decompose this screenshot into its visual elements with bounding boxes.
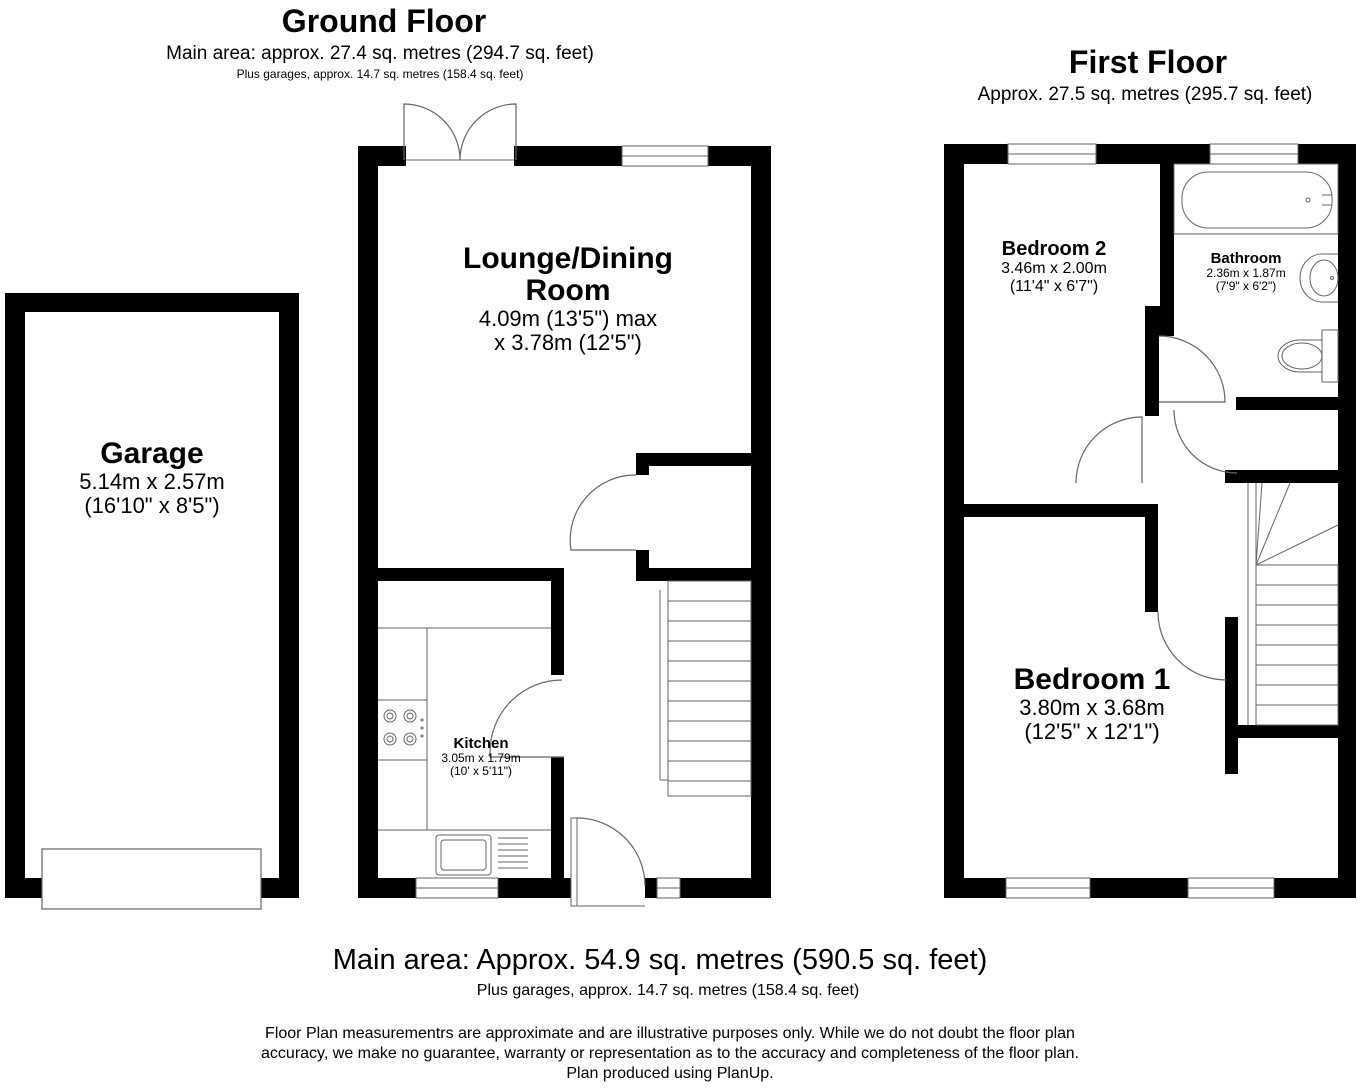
room-dimensions: 3.05m x 1.79m [441, 751, 521, 765]
room-dimensions: 5.14m x 2.57m [79, 469, 225, 494]
disclaimer-line: Plan produced using PlanUp. [566, 1065, 774, 1082]
disclaimer-line: Floor Plan measurementrs are approximate and are illustrative purposes only. While we do not doubt the floor plan [265, 1025, 1075, 1042]
room-label-lounge [418, 243, 718, 355]
room-name: Kitchen [453, 735, 509, 752]
room-label-bedroom-1 [992, 664, 1192, 744]
room-dimensions-imperial: (7'9" x 6'2") [1215, 279, 1277, 293]
front-door [571, 818, 577, 906]
bath-icon [1174, 164, 1338, 234]
room-label-bedroom-2 [974, 238, 1134, 296]
room-label-bathroom [1196, 250, 1296, 293]
room-name: Bedroom 1 [1013, 663, 1171, 696]
disclaimer-line: accuracy, we make no guarantee, warranty or representation as to the accuracy and completeness of the floor plan. [261, 1045, 1079, 1062]
ground-floor-title: Ground Floor [281, 3, 487, 39]
garage-door [42, 849, 261, 909]
ground-floor-main-area: Main area: approx. 27.4 sq. metres (294.7 sq. feet) [166, 43, 594, 64]
room-name: Bedroom 2 [1001, 238, 1107, 260]
room-dimensions-imperial: (11'4" x 6'7") [1009, 278, 1099, 295]
room-label-garage [25, 438, 279, 518]
first-floor-title: First Floor [1068, 44, 1228, 80]
garage-plan [5, 293, 299, 909]
room-name: Lounge/Dining [463, 242, 673, 275]
ground-floor-garages: Plus garages, approx. 14.7 sq. metres (158.4 sq. feet) [236, 67, 524, 81]
room-dimensions: 3.46m x 2.00m [1001, 260, 1107, 277]
total-main-area: Main area: Approx. 54.9 sq. metres (590.5 sq. feet) [332, 944, 988, 976]
room-name: Garage [100, 437, 204, 470]
stairs [660, 581, 751, 796]
room-dimensions: 2.36m x 1.87m [1206, 266, 1286, 280]
first-floor-area: Approx. 27.5 sq. metres (295.7 sq. feet) [977, 84, 1313, 105]
room-dimensions-imperial: (12'5" x 12'1") [1024, 719, 1160, 744]
toilet-icon [1278, 330, 1338, 382]
room-dimensions: 4.09m (13'5") max [478, 306, 658, 331]
room-label-kitchen [421, 735, 541, 778]
room-dimensions: 3.80m x 3.68m [1019, 695, 1165, 720]
room-name: Room [525, 274, 611, 307]
total-garages: Plus garages, approx. 14.7 sq. metres (158.4 sq. feet) [476, 982, 860, 999]
stairs [1248, 483, 1338, 725]
room-name: Bathroom [1210, 250, 1282, 267]
room-dimensions-imperial: (10' x 5'11") [450, 764, 512, 778]
disclaimer [100, 1024, 1240, 1084]
ground-floor-plan [358, 104, 771, 906]
hob-icon [384, 710, 423, 745]
room-dimensions-imperial: (16'10" x 8'5") [84, 493, 220, 518]
sink-icon [1300, 254, 1338, 302]
room-dimensions-imperial: x 3.78m (12'5") [494, 330, 642, 355]
